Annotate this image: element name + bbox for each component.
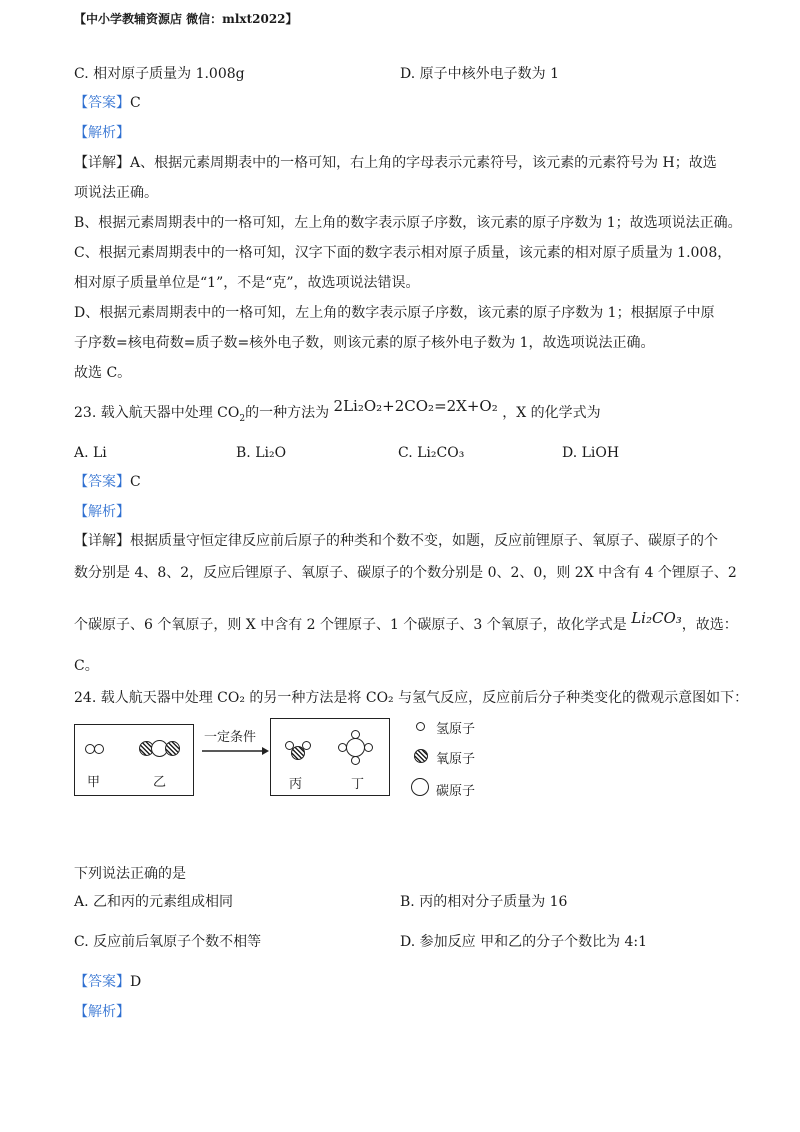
q23-option-c: C. Li₂CO₃: [398, 445, 465, 461]
answer-value: C: [130, 474, 141, 490]
q24-analysis-label: 【解析】: [74, 1004, 130, 1020]
q22-answer: [74, 93, 141, 113]
q23-option-b: B. Li₂O: [236, 445, 287, 461]
answer-value: C: [130, 95, 141, 111]
q23-stem: 23. 载入航天器中处理 $CO_2$的一种方法为 2Li₂O₂+2CO₂=2X+O₂ ，X 的化学式为: [74, 397, 601, 424]
q23-detail-line: [74, 531, 718, 551]
q22-option-d: D. 原子中核外电子数为 1: [400, 66, 559, 82]
oxygen-atom-icon: [165, 741, 180, 756]
q23-answer: [74, 472, 141, 492]
answer-value: D: [130, 974, 142, 990]
products-box: [270, 718, 390, 796]
q24-option-d: D. 参加反应 甲和乙的分子个数比为 4:1: [400, 934, 648, 950]
hydrogen-atom-icon: [302, 741, 311, 750]
q23-detail-line: [74, 609, 738, 635]
q22-detail-line: 故选 C。: [74, 365, 132, 381]
q23-detail-line: C。: [74, 658, 99, 674]
hydrogen-atom-icon: [416, 722, 425, 731]
q23-equation: 2Li₂O₂+2CO₂=2X+O₂: [333, 397, 498, 415]
q23-detail-line: 数分别是 4、8、2，反应后锂原子、氧原子、碳原子的个数分别是 0、2、0，则 2X 中含有 4 个锂原子、2: [74, 565, 737, 581]
legend-carbon: 碳原子: [436, 784, 476, 799]
detail-text: 个碳原子、6 个氧原子，则 X 中含有 2 个锂原子、1 个碳原子、3 个氧原子，故化学式是: [74, 617, 627, 633]
q23-option-d: D. LiOH: [562, 445, 620, 461]
q24-answer: [74, 972, 141, 992]
legend-hydrogen: 氢原子: [436, 722, 476, 737]
reaction-condition: 一定条件: [204, 730, 257, 745]
q22-detail-line: C、根据元素周期表中的一格可知，汉字下面的数字表示相对原子质量，该元素的相对原子质量为 1.008，: [74, 245, 732, 261]
label-bing: 丙: [289, 777, 303, 792]
q23-formula: Li₂CO₃: [631, 609, 682, 627]
q22-detail-line: 相对原子质量单位是“1”，不是“克”，故选项说法错误。: [74, 275, 420, 291]
answer-label: 【答案】: [74, 974, 130, 990]
q22-detail-line: [74, 153, 717, 173]
q22-detail-line: 子序数=核电荷数=质子数=核外电子数，则该元素的原子核外电子数为 1，故选项说法正确。: [74, 335, 655, 351]
q23-stem-text: ，X 的化学式为: [502, 405, 601, 421]
detail-label: 【详解】: [74, 533, 130, 549]
q22-detail-line: 项说法正确。: [74, 185, 158, 201]
hydrogen-atom-icon: [351, 756, 360, 765]
detail-text: A、根据元素周期表中的一格可知，右上角的字母表示元素符号，该元素的元素符号为 H；故选: [130, 155, 717, 171]
q23-stem-text: 的一种方法为: [245, 405, 330, 421]
detail-text: 根据质量守恒定律反应前后原子的种类和个数不变，如题，反应前锂原子、氧原子、碳原子的个: [130, 533, 718, 549]
label-yi: 乙: [153, 775, 167, 790]
detail-text: ，故选：: [681, 617, 738, 633]
carbon-atom-icon: [411, 778, 429, 796]
q22-detail-line: D、根据元素周期表中的一格可知，左上角的数字表示原子序数，该元素的原子序数为 1；根据原子中原: [74, 305, 715, 321]
answer-label: 【答案】: [74, 95, 130, 111]
q24-option-b: B. 丙的相对分子质量为 16: [400, 894, 568, 910]
label-jia: 甲: [87, 775, 101, 790]
q23-analysis-label: 【解析】: [74, 504, 130, 520]
reaction-diagram: [74, 712, 494, 812]
page-header: 【中小学教辅资源店 微信：mlxt2022】: [74, 12, 298, 26]
legend-oxygen: 氧原子: [436, 752, 476, 767]
q24-option-a: A. 乙和丙的元素组成相同: [74, 894, 234, 910]
reactants-box: [74, 724, 194, 796]
detail-label: 【详解】: [74, 155, 130, 171]
answer-label: 【答案】: [74, 474, 130, 490]
carbon-atom-icon: [346, 738, 365, 757]
q22-option-c: C. 相对原子质量为 1.008g: [74, 66, 245, 82]
oxygen-atom-icon: [414, 749, 428, 763]
q22-detail-line: B、根据元素周期表中的一格可知，左上角的数字表示原子序数，该元素的原子序数为 1；故选项说法正确。: [74, 215, 742, 231]
label-ding: 丁: [351, 777, 365, 792]
q22-analysis-label: 【解析】: [74, 125, 130, 141]
q24-prompt: 下列说法正确的是: [74, 866, 186, 882]
q23-option-a: A. Li: [74, 445, 107, 461]
q24-option-c: C. 反应前后氧原子个数不相等: [74, 934, 262, 950]
q23-stem-text: 23. 载入航天器中处理 CO: [74, 405, 240, 421]
hydrogen-atom-icon: [94, 744, 104, 754]
q24-stem: 24. 载人航天器中处理 CO₂ 的另一种方法是将 CO₂ 与氢气反应，反应前后分子种类变化的微观示意图如下：: [74, 690, 749, 706]
hydrogen-atom-icon: [364, 743, 373, 752]
arrow-icon: [200, 746, 270, 756]
